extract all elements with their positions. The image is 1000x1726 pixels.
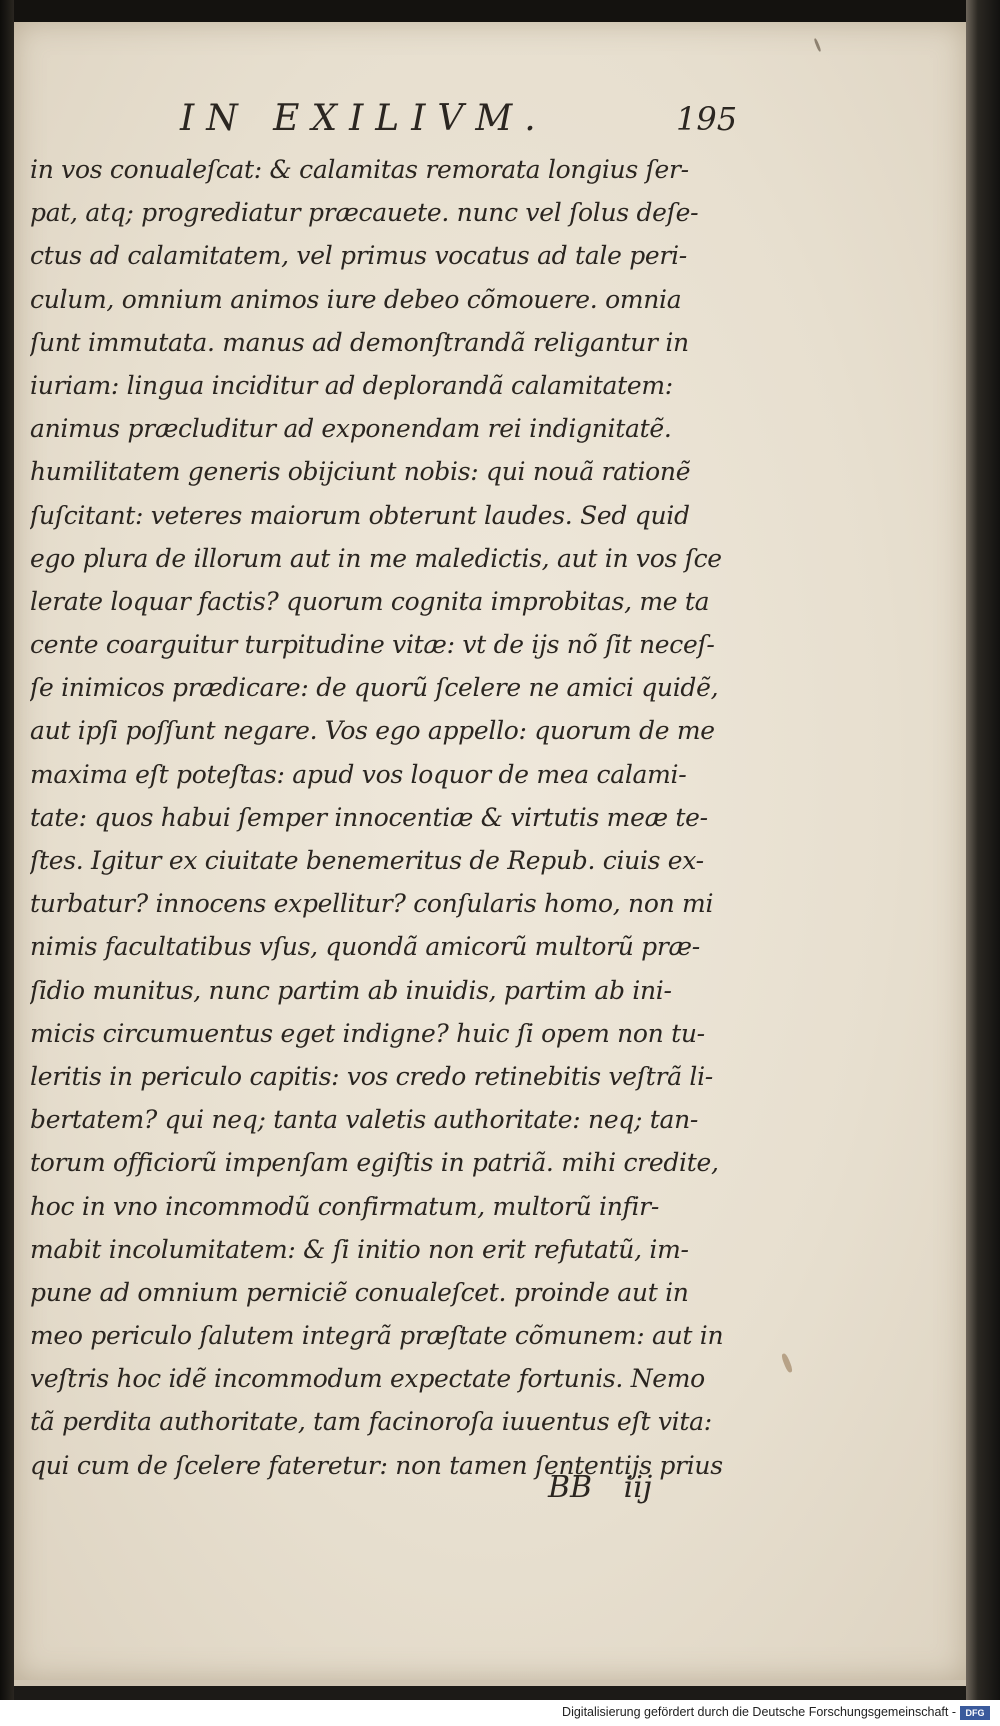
text-line: ſunt immutata. manus ad demonſtrandã religantur in bbox=[30, 327, 689, 357]
text-line: lerate loquar factis? quorum cognita improbitas, me ta bbox=[30, 586, 710, 616]
binding-left-edge bbox=[0, 0, 14, 1700]
text-line: meo periculo ſalutem integrã præſtate cõmunem: aut in bbox=[30, 1321, 724, 1351]
body-text bbox=[30, 148, 768, 1487]
binding-right-edge bbox=[966, 0, 1000, 1700]
text-line: tã perdita authoritate, tam facinoroſa iuuentus eſt vita: bbox=[30, 1407, 712, 1437]
text-line: iuriam: lingua inciditur ad deplorandã calamitatem: bbox=[30, 370, 673, 400]
text-line: hoc in vno incommodũ confirmatum, multorũ infir- bbox=[30, 1191, 659, 1221]
dfg-logo: DFG bbox=[960, 1706, 990, 1720]
text-line: humilitatem generis obijciunt nobis: qui nouã rationẽ bbox=[30, 457, 691, 487]
running-head: IN EXILIVM. bbox=[180, 98, 548, 139]
footer-bar bbox=[0, 1700, 1000, 1726]
signature-mark: BB iij bbox=[548, 1470, 653, 1505]
text-line: leritis in periculo capitis: vos credo retinebitis veſtrã li- bbox=[30, 1061, 713, 1091]
text-line: turbatur? innocens expellitur? conſularis homo, non mi bbox=[30, 889, 714, 919]
text-line: pat, atq; progrediatur præcauete. nunc vel ſolus deſe- bbox=[30, 198, 699, 228]
text-line: culum, omnium animos iure debeo cõmouere. omnia bbox=[30, 284, 682, 314]
text-line: ſidio munitus, nunc partim ab inuidis, partim ab ini- bbox=[30, 975, 672, 1005]
text-line: ſe inimicos prædicare: de quorũ ſcelere ne amici quidẽ, bbox=[30, 673, 719, 703]
text-line: in vos conualeſcat: & calamitas remorata longius ſer- bbox=[30, 155, 689, 184]
text-line: pune ad omnium perniciẽ conualeſcet. proinde aut in bbox=[30, 1277, 689, 1307]
text-line: ctus ad calamitatem, vel primus vocatus ad tale peri- bbox=[30, 241, 687, 271]
text-line: mabit incolumitatem: & ſi initio non erit refutatũ, im- bbox=[30, 1234, 689, 1264]
text-line: torum officiorũ impenſam egiſtis in patriã. mihi credite, bbox=[30, 1148, 719, 1178]
text-line: ſuſcitant: veteres maiorum obterunt laudes. Sed quid bbox=[30, 500, 690, 530]
text-line: cente coarguitur turpitudine vitæ: vt de ijs nõ ſit neceſ- bbox=[30, 630, 715, 660]
text-line: animus præcluditur ad exponendam rei indignitatẽ. bbox=[30, 414, 672, 444]
text-line: veſtris hoc idẽ incommodum expectate fortunis. Nemo bbox=[30, 1364, 705, 1394]
text-line: nimis facultatibus vſus, quondã amicorũ multorũ præ- bbox=[30, 932, 700, 962]
text-line: aut ipſi poſſunt negare. Vos ego appello: quorum de me bbox=[30, 716, 715, 746]
page-number: 195 bbox=[676, 100, 738, 138]
text-line: bertatem? qui neq; tanta valetis authoritate: neq; tan- bbox=[30, 1105, 699, 1135]
funding-credit: Digitalisierung gefördert durch die Deutsche Forschungsgemeinschaft - bbox=[562, 1705, 956, 1719]
text-line: micis circumuentus eget indigne? huic ſi opem non tu- bbox=[30, 1018, 705, 1048]
text-line: maxima eſt poteſtas: apud vos loquor de mea calami- bbox=[30, 759, 687, 789]
text-line: qui cum de ſcelere fateretur: non tamen ſententijs prius bbox=[30, 1450, 723, 1480]
text-line: tate: quos habui ſemper innocentiæ & virtutis meæ te- bbox=[30, 802, 708, 832]
text-line: ego plura de illorum aut in me maledictis, aut in vos ſce bbox=[30, 543, 722, 573]
text-line: ſtes. Igitur ex ciuitate benemeritus de Repub. ciuis ex- bbox=[30, 846, 704, 875]
